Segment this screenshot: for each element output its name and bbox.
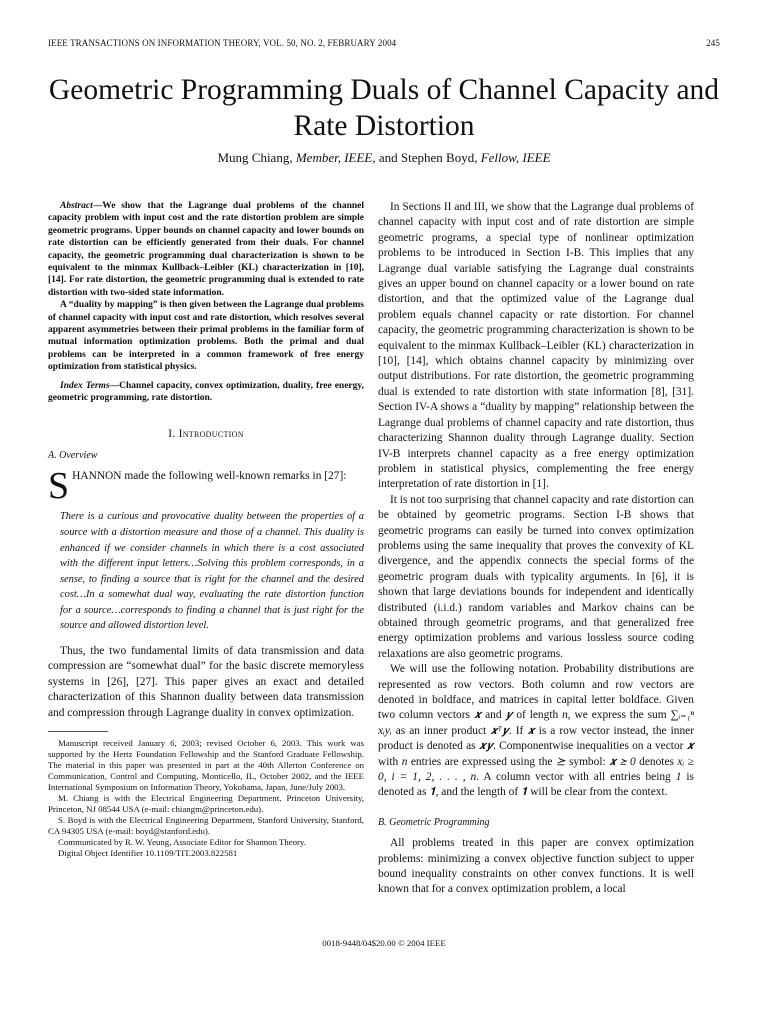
footnote: Digital Object Identifier 10.1109/TIT.2003.822581 bbox=[58, 848, 238, 859]
intro-paragraph bbox=[48, 465, 364, 508]
author-line: Mung Chiang, Member, IEEE, and Stephen Boyd, Fellow, IEEE bbox=[217, 150, 551, 165]
footnote: Manuscript received January 6, 2003; revised October 6, 2003. This work was supported by the Hertz Foundation Fellowship and the Stanford Graduate Fellowship. The material in this paper was presented in part at the 40th Allerton Conference on Communication, Control and Computing, Monticello, IL, October 2002, and the IEEE International Symposium on Information Theory, Yokohama, Japan, June/July 2003. bbox=[48, 738, 364, 793]
abstract-p2: A “duality by mapping” is then given between the Lagrange dual problems of channel capacity with input cost and rate distortion, which resolves several apparent asymmetries between their primal problems in the familiar form of mutual information optimization problems. Both the primal and dual problems can be interpreted in a common framework of free energy optimization from statistical physics. bbox=[48, 300, 364, 373]
abstract: Abstract—We show that the Lagrange dual problems of the channel capacity problem with input cost and the rate distortion problem are simple geometric programs. Upper bounds on channel capacity and lower bounds on rate distortion can be efficiently generated from their duals. For channel capacity, the geometric programming dual characterization is shown to be equivalent to the minmax Kullback–Leibler (KL) characterization in [10], [14]. For rate distortion, the geometric programming dual is extended to rate distortion with two-sided state information. A “duality by mapping” is then given between the Lagrange dual problems of channel capacity with input cost and rate distortion, which resolves several apparent asymmetries between their primal problems in the familiar form of mutual information optimization problems. Both the primal and dual problems can be interpreted in a common framework of free energy optimization from statistical physics. bbox=[48, 201, 364, 373]
abstract-label: Abstract bbox=[60, 201, 93, 211]
index-terms-text: Channel capacity, convex optimization, duality, free energy, geometric programming, rate distortion. bbox=[48, 380, 364, 404]
footnote: Communicated by R. W. Yeung, Associate Editor for Shannon Theory. bbox=[58, 837, 307, 848]
author-2-role: Fellow, IEEE bbox=[480, 150, 551, 165]
author-1-role: Member, IEEE bbox=[295, 150, 373, 165]
footnote-rule bbox=[48, 731, 108, 732]
intro-text: HANNON made the following well-known remarks in [27]: bbox=[72, 470, 347, 483]
running-head bbox=[48, 38, 720, 48]
author-conjunction: and bbox=[378, 150, 398, 165]
index-terms: Index Terms—Channel capacity, convex optimization, duality, free energy, geometric programming, rate distortion. bbox=[48, 380, 364, 404]
author-2: Stephen Boyd bbox=[400, 150, 475, 165]
footnotes bbox=[48, 738, 364, 859]
left-column bbox=[48, 200, 364, 859]
shannon-quote: There is a curious and provocative duality between the properties of a source with a distortion measure and those of a channel. This duality is enhanced if we consider channels in which there is a cost associated with the different input letters…Solving this problem corresponds, in a sense, to finding a source that is right for the channel and the desired cost…In a somewhat dual way, evaluating the rate distortion function for a source…corresponds to finding a channel that is just right for the source and allowed distortion level. bbox=[60, 511, 364, 632]
copyright-footer: 0018-9448/04$20.00 © 2004 IEEE bbox=[322, 938, 446, 948]
right-column bbox=[378, 200, 694, 898]
subsection-heading: A. Overview bbox=[48, 449, 98, 461]
section-title: Introduction bbox=[178, 427, 244, 440]
paragraph: In Sections II and III, we show that the Lagrange dual problems of channel capacity with input cost and of rate distortion are simple geometric programs, a special type of nonlinear optimization problems to be introduced in Section I-B. This implies that any Lagrange dual variable satisfying the Lagrange dual constraints gives an upper bound on channel capacity or a lower bound on rate distortion, and that the optimized value of the Lagrange dual problem equals channel capacity or rate distortion. For channel capacity, the geometric programming characterization is shown to be equivalent to the minmax Kullback–Leibler (KL) characterization in [10], [14], which obtains channel capacity by minimizing over output distributions. For rate distortion, the geometric programming dual is extended to rate distortion with state information [8], [31]. Section IV-A shows a “duality by mapping” relationship between the Lagrange dual problems of channel capacity and rate distortion, thus characterizing Shannon duality through Lagrange duality. Section IV-B interprets channel capacity as a free energy optimization problem in statistical physics, complementing the free energy interpretation of rate distortion in [1]. bbox=[378, 201, 694, 491]
author-1: Mung Chiang bbox=[217, 150, 290, 165]
subsection-heading: B. Geometric Programming bbox=[378, 816, 490, 828]
paper-title: Geometric Programming Duals of Channel Capacity and Rate Distortion bbox=[48, 74, 720, 142]
footnote: M. Chiang is with the Electrical Engineering Department, Princeton University, Princeton, NJ 08544 USA (e-mail: chiangm@princeton.edu). bbox=[48, 793, 364, 815]
abstract-p1: We show that the Lagrange dual problems of the channel capacity problem with input cost and the rate distortion problem are simple geometric programs. Upper bounds on channel capacity and lower bounds on rate distortion can be efficiently generated from their duals. For channel capacity, the geometric programming dual characterization is shown to be equivalent to the minmax Kullback–Leibler (KL) characterization in [10], [14]. For rate distortion, the geometric programming dual is extended to rate distortion with two-sided state information. bbox=[48, 201, 364, 298]
paragraph: Thus, the two fundamental limits of data transmission and data compression are “somewhat dual” for the basic discrete memoryless systems in [26], [27]. This paper gives an exact and detailed characterization of this Shannon duality between data transmission and compression through Lagrange duality in convex optimization. bbox=[48, 645, 364, 719]
journal-name: IEEE TRANSACTIONS ON INFORMATION THEORY, VOL. 50, NO. 2, FEBRUARY 2004 bbox=[48, 38, 397, 48]
footnote: S. Boyd is with the Electrical Engineering Department, Stanford University, Stanford, CA 94305 USA (e-mail: boyd@stanford.edu). bbox=[48, 815, 364, 837]
paragraph: All problems treated in this paper are convex optimization problems: minimizing a convex objective function subject to upper bound inequality constraints on other convex functions. It is well known that for a convex optimization problem, a local bbox=[378, 837, 694, 896]
drop-cap: S bbox=[48, 465, 70, 508]
index-terms-label: Index Terms bbox=[60, 380, 110, 391]
paragraph: It is not too surprising that channel capacity and rate distortion can be obtained by geometric programs. Section I-B shows that geometric programs can easily be turned into convex optimization problems using the same inequality that proves the convexity of KL divergence, and the appendix connects the special forms of the geometric program duals with typicality arguments. In [6], it is shown that large deviations bounds for independent and identically distributed (i.i.d.) random variables and Markov chains can be obtained through geometric programs, and that generalized free energy optimization problems and various lossless source coding relaxations are also geometric programs. bbox=[378, 493, 694, 660]
page-number: 245 bbox=[706, 38, 720, 48]
notation-paragraph: We will use the following notation. Probability distributions are represented as row vectors. Both column and row vectors are denoted in boldface, and matrices in capital letter boldface. Given two column vectors 𝒙 and 𝒚 of length n, we express the sum ∑ᵢ₌₁ⁿ xᵢyᵢ as an inner product 𝒙ᵀ𝒚. If 𝒙 is a row vector instead, the inner product is denoted as 𝒙𝒚. Componentwise inequalities on a vector 𝒙 with n entries are expressed using the ⪰ symbol: 𝒙 ⪰ 0 denotes xᵢ ≥ 0, i = 1, 2, . . . , n. A column vector with all entries being 1 is denoted as 𝟏, and the length of 𝟏 will be clear from the context. bbox=[378, 663, 694, 799]
section-number: I. bbox=[168, 427, 176, 440]
section-heading bbox=[48, 427, 364, 442]
